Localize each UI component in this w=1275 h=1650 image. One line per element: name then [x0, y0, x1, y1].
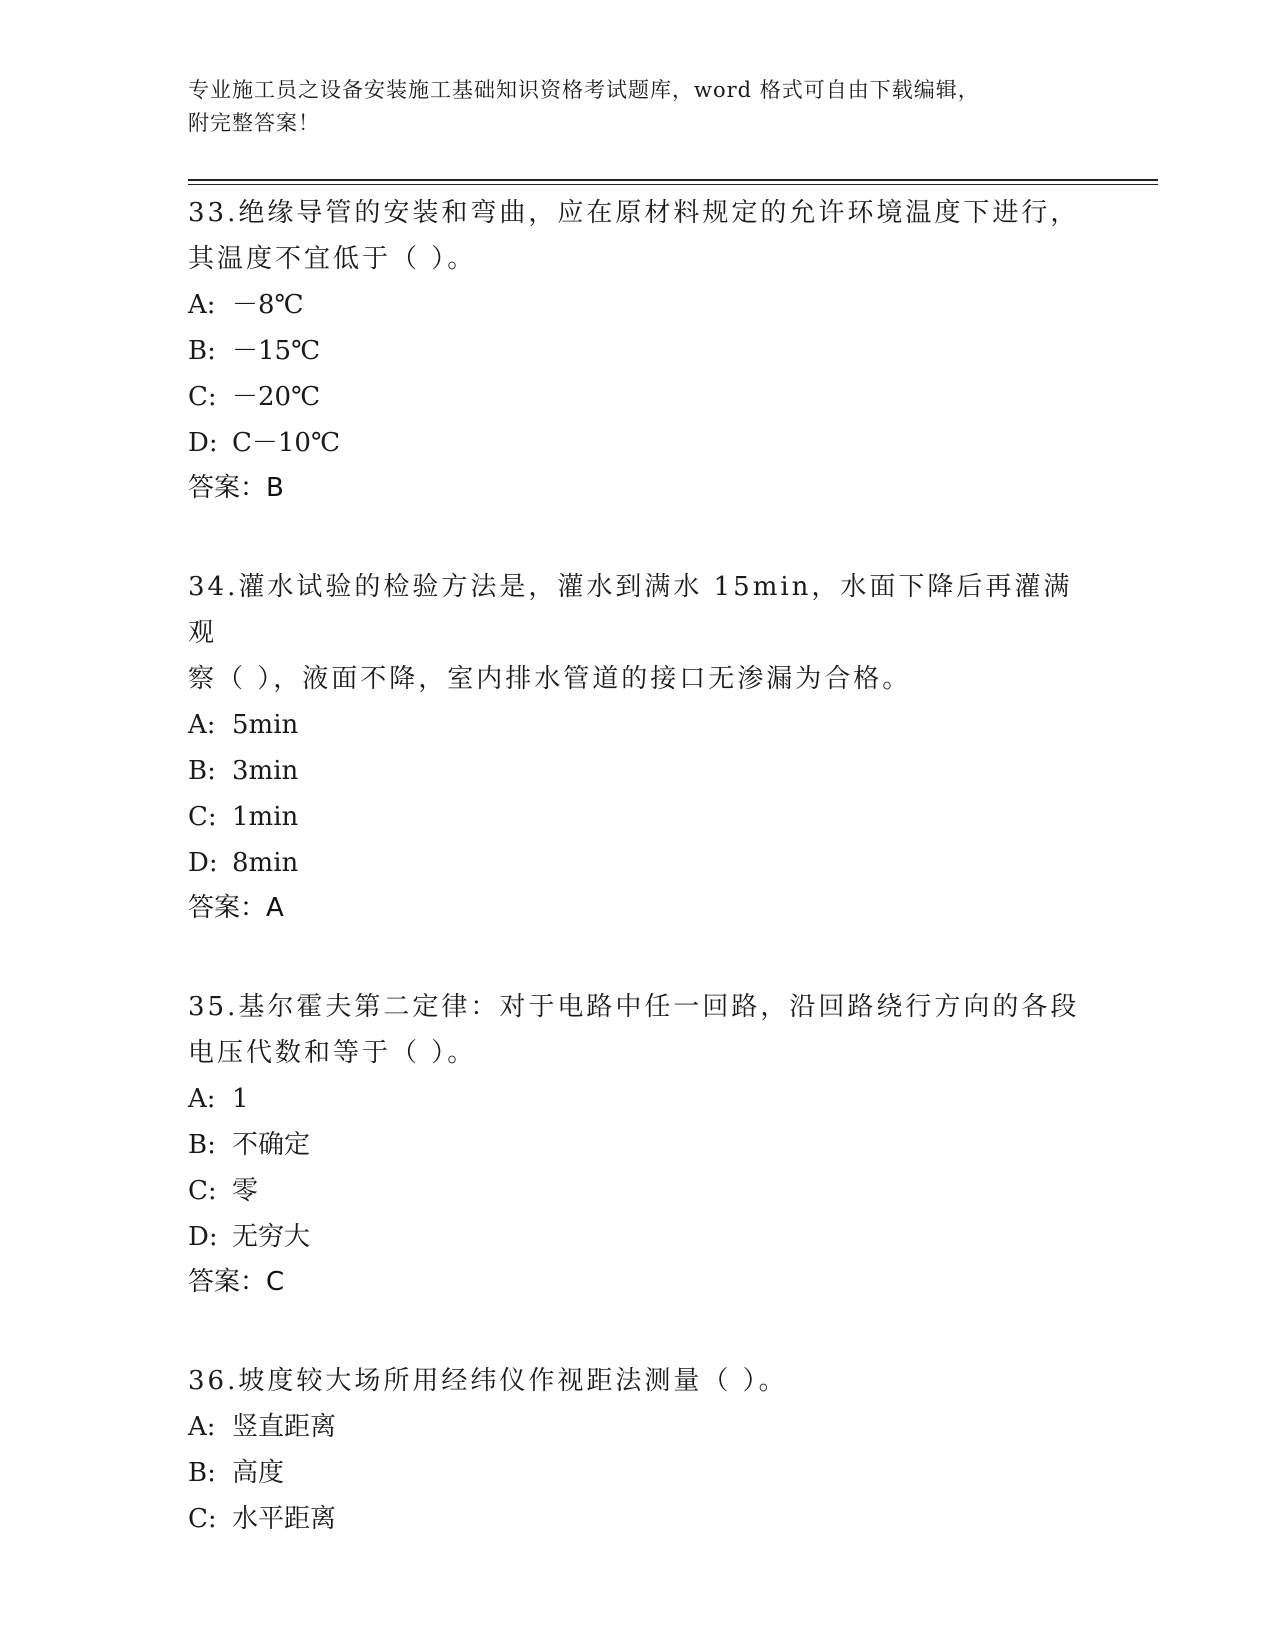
option-value: 3min: [232, 756, 299, 786]
question-list: [188, 190, 1088, 1542]
option-value: 高度: [232, 1458, 285, 1488]
option-value: －20℃: [232, 382, 321, 412]
option-value: 水平距离: [232, 1504, 337, 1534]
option-d: [188, 420, 1088, 466]
option-value: 不确定: [232, 1130, 311, 1160]
option-key: D:: [188, 1222, 218, 1252]
question-spacer: [188, 510, 1088, 564]
option-key: C:: [188, 382, 217, 412]
option-value: C－10℃: [232, 428, 341, 458]
question-text-line: 电压代数和等于（ ）。: [188, 1038, 477, 1068]
question-text-line: 察（ ），液面不降，室内排水管道的接口无渗漏为合格。: [188, 664, 912, 694]
option-key: A:: [188, 710, 216, 740]
question-36: [188, 1358, 1088, 1542]
option-key: A:: [188, 1084, 216, 1114]
answer-text: 答案：C: [188, 1267, 285, 1297]
question-spacer: [188, 930, 1088, 984]
option-key: D:: [188, 848, 218, 878]
option-d: [188, 840, 1088, 886]
option-value: 竖直距离: [232, 1412, 337, 1442]
option-value: 8min: [232, 848, 299, 878]
option-key: D:: [188, 428, 218, 458]
option-key: B:: [188, 1458, 216, 1488]
question-text-line: 33.绝缘导管的安装和弯曲，应在原材料规定的允许环境温度下进行，: [188, 198, 1080, 228]
option-a: [188, 282, 1088, 328]
answer-text: 答案：A: [188, 893, 284, 923]
option-b: [188, 748, 1088, 794]
header-divider-thick: [188, 179, 1158, 181]
answer-text: 答案：B: [188, 473, 284, 503]
question-text-line: 其温度不宜低于（ ）。: [188, 244, 477, 274]
option-key: B:: [188, 336, 216, 366]
option-key: A:: [188, 290, 216, 320]
question-text-line: 35.基尔霍夫第二定律：对于电路中任一回路，沿回路绕行方向的各段: [188, 992, 1080, 1022]
header-line-1: 专业施工员之设备安装施工基础知识资格考试题库，word 格式可自由下载编辑，: [188, 78, 980, 102]
question-text-line: 36.坡度较大场所用经纬仪作视距法测量（ ）。: [188, 1366, 788, 1396]
option-value: 零: [232, 1176, 259, 1206]
header-divider-thin: [188, 184, 1158, 185]
option-value: －15℃: [232, 336, 321, 366]
option-key: A:: [188, 1412, 216, 1442]
option-value: 1min: [232, 802, 299, 832]
header-line-2: 附完整答案！: [188, 111, 320, 135]
question-spacer: [188, 1304, 1088, 1358]
document-header: [188, 74, 1088, 140]
question-34: [188, 564, 1088, 930]
question-text-line: 34.灌水试验的检验方法是，灌水到满水 15min，水面下降后再灌满观: [188, 572, 1073, 648]
option-d: [188, 1214, 1088, 1260]
question-35: [188, 984, 1088, 1304]
option-key: C:: [188, 1504, 217, 1534]
question-33: [188, 190, 1088, 510]
option-value: －8℃: [232, 290, 304, 320]
option-c: [188, 374, 1088, 420]
option-key: B:: [188, 756, 216, 786]
option-a: [188, 1076, 1088, 1122]
option-value: 无穷大: [232, 1222, 311, 1252]
option-value: 5min: [232, 710, 299, 740]
option-c: [188, 1168, 1088, 1214]
option-b: [188, 1450, 1088, 1496]
option-a: [188, 1404, 1088, 1450]
option-value: 1: [232, 1084, 249, 1114]
option-b: [188, 328, 1088, 374]
option-c: [188, 1496, 1088, 1542]
option-a: [188, 702, 1088, 748]
option-c: [188, 794, 1088, 840]
option-key: B:: [188, 1130, 216, 1160]
option-b: [188, 1122, 1088, 1168]
option-key: C:: [188, 802, 217, 832]
option-key: C:: [188, 1176, 217, 1206]
